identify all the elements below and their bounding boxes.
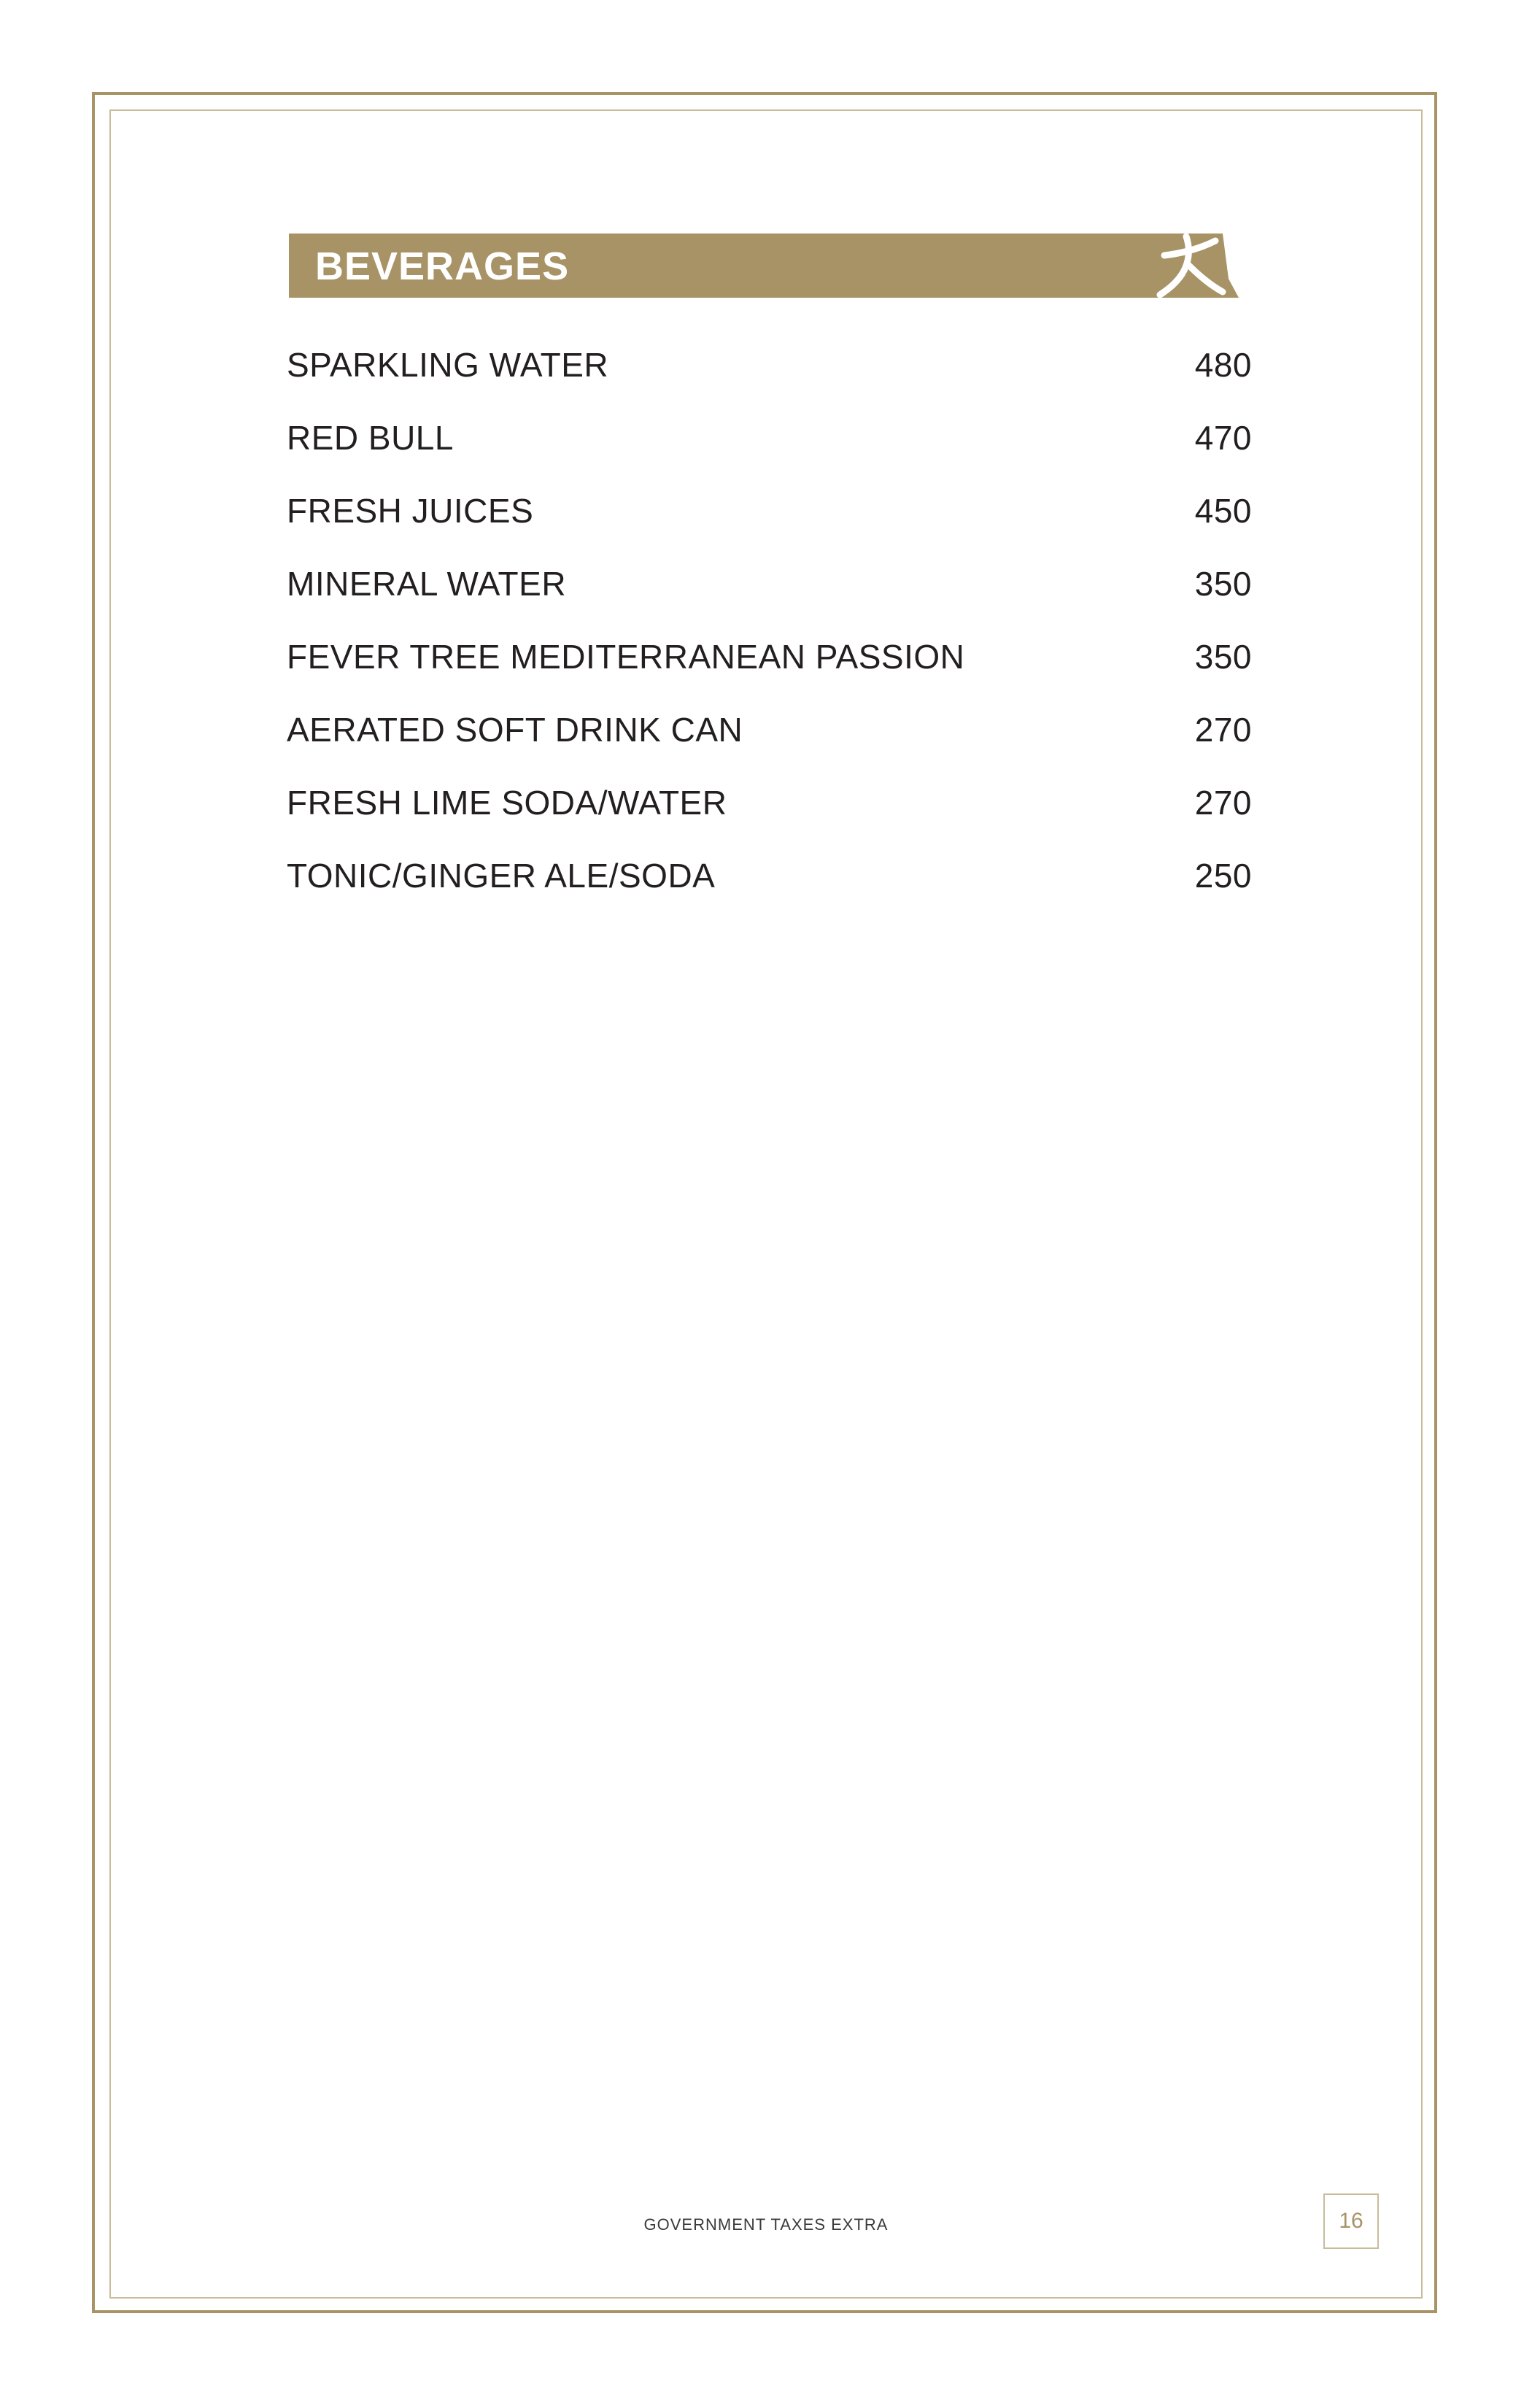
menu-item-price: 480 [1194, 346, 1252, 384]
menu-item [287, 328, 1252, 401]
menu-item-name: SPARKLING WATER [287, 346, 609, 384]
menu-item [287, 693, 1252, 766]
menu-item-name: MINERAL WATER [287, 565, 567, 603]
menu-item-price: 450 [1194, 492, 1252, 530]
menu-item-price: 250 [1194, 857, 1252, 895]
menu-item-name: AERATED SOFT DRINK CAN [287, 711, 743, 749]
menu-item-price: 350 [1194, 565, 1252, 603]
menu-item-name: RED BULL [287, 419, 454, 457]
menu-item [287, 401, 1252, 474]
footer-note: GOVERNMENT TAXES EXTRA [643, 2215, 889, 2234]
beverage-list [287, 328, 1252, 912]
menu-item-price: 270 [1194, 711, 1252, 749]
menu-item-price: 350 [1194, 638, 1252, 676]
da-character-mark-icon [1142, 234, 1252, 298]
menu-item-price: 470 [1194, 419, 1252, 457]
menu-item-name: TONIC/GINGER ALE/SODA [287, 857, 716, 895]
section-header-bar [289, 234, 1252, 298]
menu-item-name: FRESH LIME SODA/WATER [287, 784, 727, 822]
menu-item [287, 839, 1252, 912]
page-number: 16 [1323, 2193, 1379, 2249]
menu-item [287, 620, 1252, 693]
section-title: BEVERAGES [315, 244, 570, 288]
menu-item [287, 547, 1252, 620]
menu-item-name: FEVER TREE MEDITERRANEAN PASSION [287, 638, 965, 676]
menu-item [287, 766, 1252, 839]
menu-item-price: 270 [1194, 784, 1252, 822]
menu-item-name: FRESH JUICES [287, 492, 534, 530]
menu-item [287, 474, 1252, 547]
